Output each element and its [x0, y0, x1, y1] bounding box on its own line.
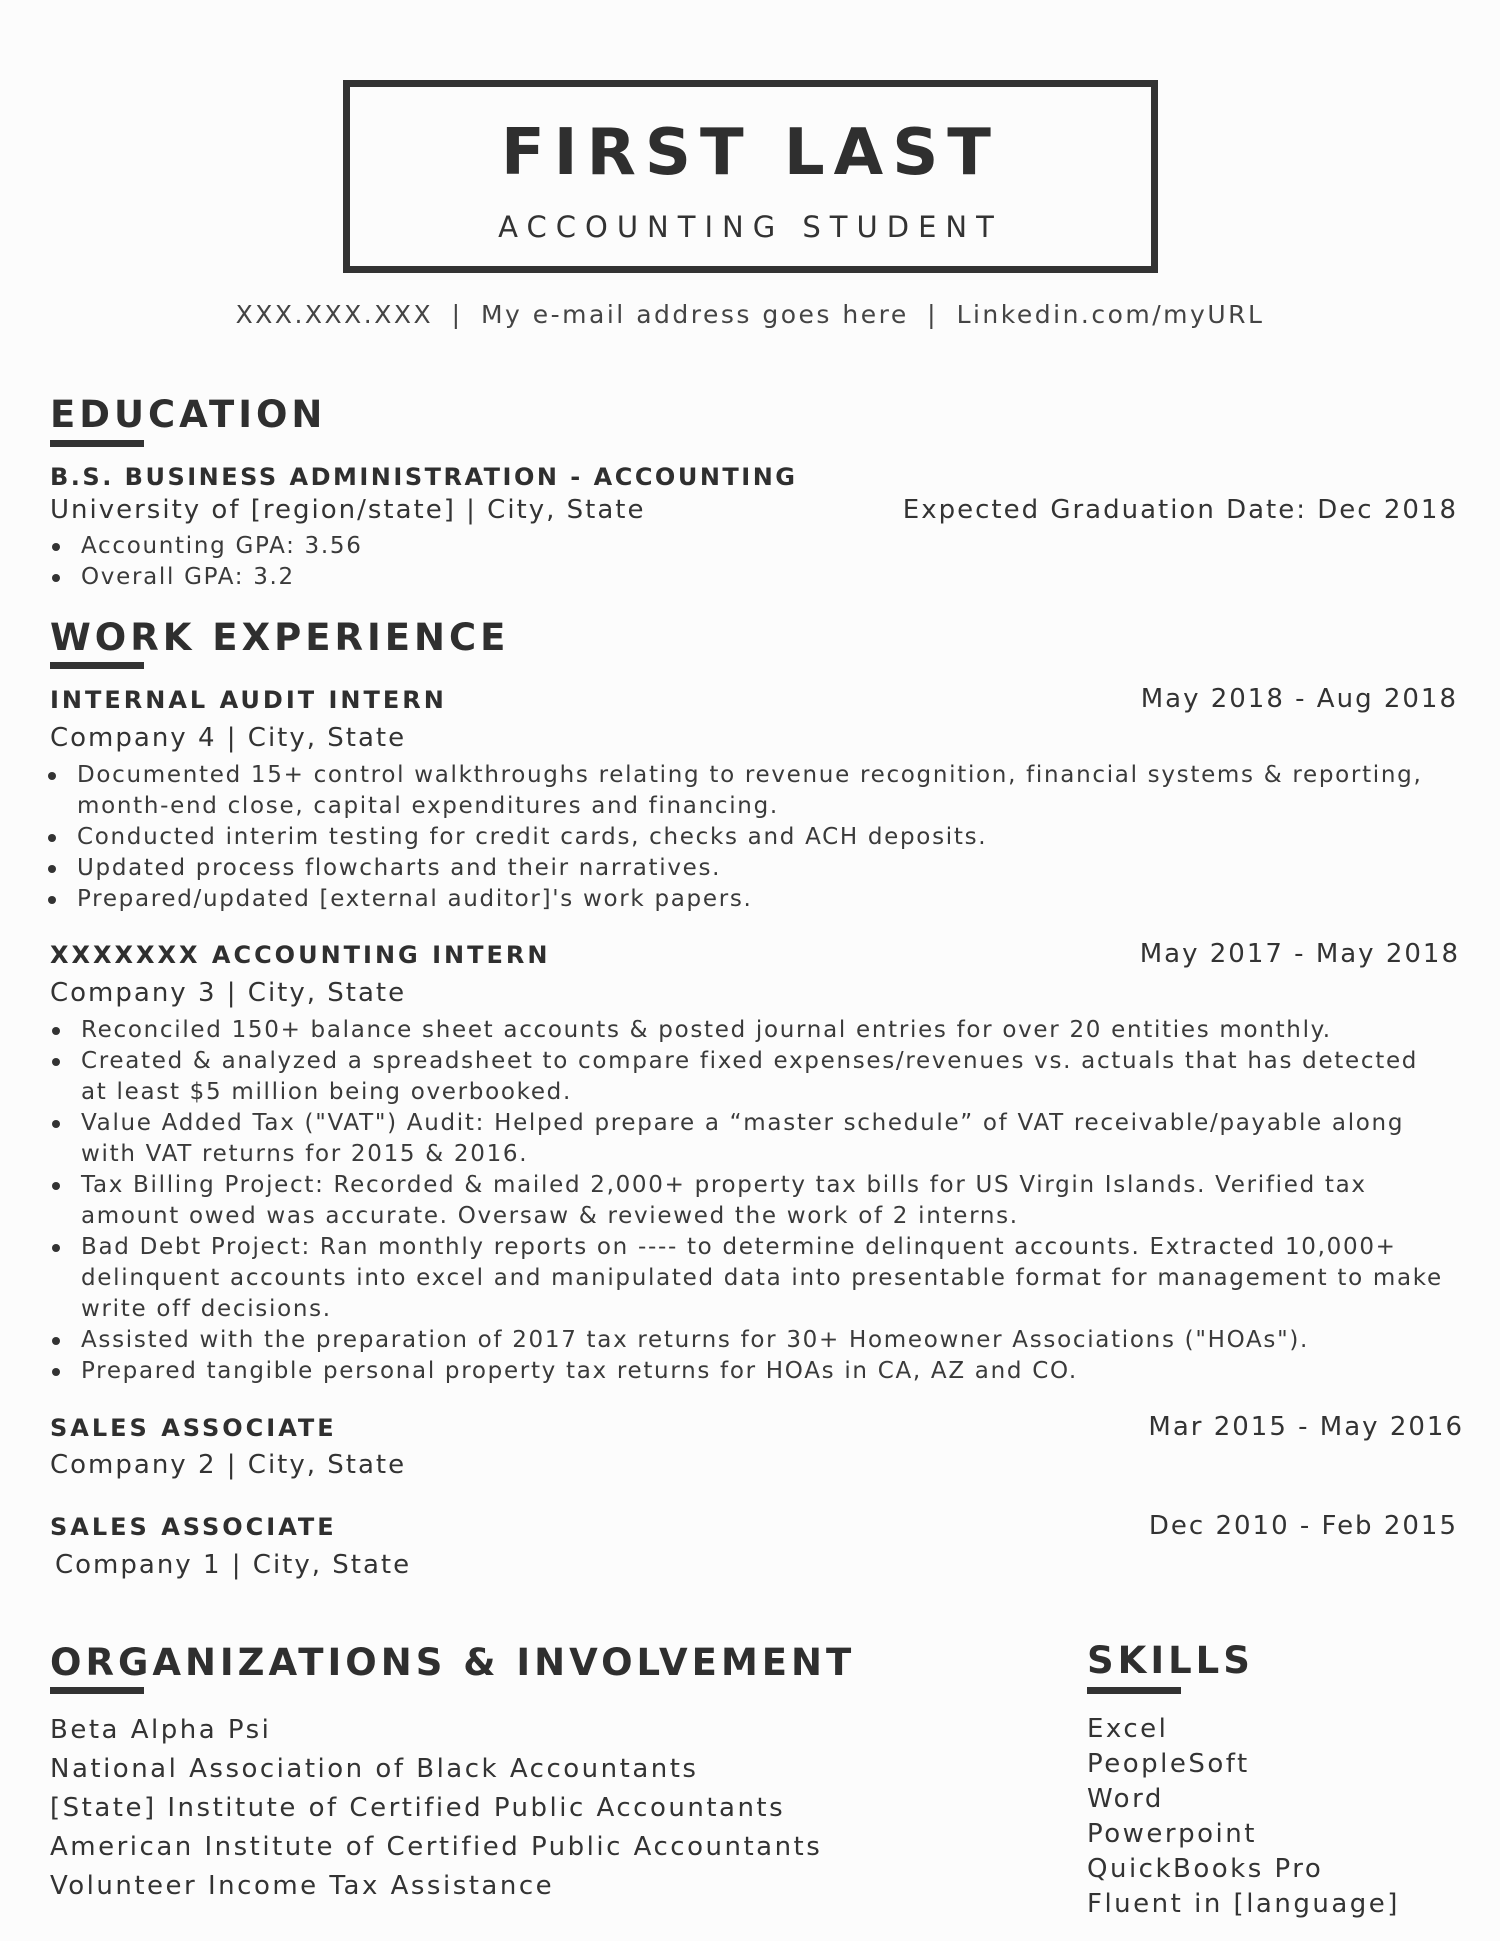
job-title: SALES ASSOCIATE — [50, 1414, 337, 1442]
job-bullets — [50, 1015, 1450, 1387]
job-dates: May 2018 - Aug 2018 — [1140, 684, 1458, 714]
list-item: Beta Alpha Psi — [50, 1715, 272, 1745]
email: My e-mail address goes here — [480, 300, 909, 329]
contact-line — [0, 300, 1500, 329]
job-company: Company 2 | City, State — [50, 1450, 407, 1480]
education-bullets — [50, 531, 1430, 593]
list-item: Updated process flowcharts and their narratives. — [46, 853, 1446, 884]
job-company: Company 3 | City, State — [50, 978, 407, 1008]
list-item: Reconciled 150+ balance sheet accounts & posted journal entries for over 20 entities monthly. — [50, 1015, 1450, 1046]
job-dates: Dec 2010 - Feb 2015 — [1148, 1511, 1458, 1541]
candidate-role: ACCOUNTING STUDENT — [498, 210, 1003, 244]
education-heading: EDUCATION — [50, 393, 327, 436]
job-company: Company 4 | City, State — [50, 723, 407, 753]
skills-heading: SKILLS — [1087, 1639, 1254, 1682]
contact-separator: | — [451, 300, 463, 329]
job-dates: Mar 2015 - May 2016 — [1148, 1412, 1464, 1442]
list-item: Excel — [1087, 1714, 1169, 1744]
job-title: SALES ASSOCIATE — [50, 1513, 337, 1541]
list-item: Powerpoint — [1087, 1819, 1257, 1849]
phone: XXX.XXX.XXX — [235, 300, 434, 329]
job-company: Company 1 | City, State — [55, 1550, 412, 1580]
list-item: Prepared tangible personal property tax returns for HOAs in CA, AZ and CO. — [50, 1356, 1450, 1387]
list-item: Overall GPA: 3.2 — [50, 562, 1430, 593]
organizations-list — [50, 1711, 822, 1906]
job-title: INTERNAL AUDIT INTERN — [50, 686, 447, 714]
list-item: Assisted with the preparation of 2017 tax returns for 30+ Homeowner Associations ("HOAs"). — [50, 1325, 1450, 1356]
list-item: Prepared/updated [external auditor]'s work papers. — [46, 884, 1446, 915]
list-item: Volunteer Income Tax Assistance — [50, 1871, 555, 1901]
list-item: QuickBooks Pro — [1087, 1854, 1324, 1884]
job-title: XXXXXXX ACCOUNTING INTERN — [50, 941, 551, 969]
list-item: Tax Billing Project: Recorded & mailed 2,000+ property tax bills for US Virgin Islands. Verified tax amount owed was accurate. Oversaw & reviewed the work of 2 interns. — [50, 1170, 1450, 1232]
list-item: Accounting GPA: 3.56 — [50, 531, 1430, 562]
list-item: American Institute of Certified Public Accountants — [50, 1832, 823, 1862]
list-item: National Association of Black Accountants — [50, 1754, 699, 1784]
list-item: Documented 15+ control walkthroughs relating to revenue recognition, financial systems & reporting, month-end close, capital expenditures and financing. — [46, 760, 1446, 822]
list-item: Word — [1087, 1784, 1164, 1814]
degree: B.S. BUSINESS ADMINISTRATION - ACCOUNTING — [50, 463, 798, 491]
graduation-date: Expected Graduation Date: Dec 2018 — [902, 495, 1458, 525]
education-rule — [50, 440, 144, 447]
name-box — [343, 80, 1158, 273]
list-item: Conducted interim testing for credit cards, checks and ACH deposits. — [46, 822, 1446, 853]
skills-rule — [1087, 1687, 1181, 1694]
contact-separator: | — [927, 300, 939, 329]
list-item: Bad Debt Project: Ran monthly reports on ---- to determine delinquent accounts. Extracted 10,000+ delinquent accounts into excel and manipulated data into presentable format for management to make write off decisions. — [50, 1232, 1450, 1325]
organizations-heading: ORGANIZATIONS & INVOLVEMENT — [50, 1641, 856, 1684]
organizations-rule — [50, 1687, 144, 1694]
job-bullets — [46, 760, 1446, 915]
list-item: Value Added Tax ("VAT") Audit: Helped prepare a “master schedule” of VAT receivable/payable along with VAT returns for 2015 & 2016. — [50, 1108, 1450, 1170]
work-heading: WORK EXPERIENCE — [50, 616, 510, 659]
linkedin-link[interactable]: Linkedin.com/myURL — [956, 300, 1265, 329]
list-item: Created & analyzed a spreadsheet to compare fixed expenses/revenues vs. actuals that has detected at least $5 million being overbooked. — [50, 1046, 1450, 1108]
school: University of [region/state] | City, State — [50, 495, 646, 525]
list-item: Fluent in [language] — [1087, 1889, 1400, 1919]
skills-list — [1087, 1712, 1400, 1922]
work-rule — [50, 662, 144, 669]
list-item: PeopleSoft — [1087, 1749, 1250, 1779]
job-dates: May 2017 - May 2018 — [1139, 939, 1460, 969]
candidate-name: FIRST LAST — [501, 116, 1000, 190]
list-item: [State] Institute of Certified Public Accountants — [50, 1793, 786, 1823]
